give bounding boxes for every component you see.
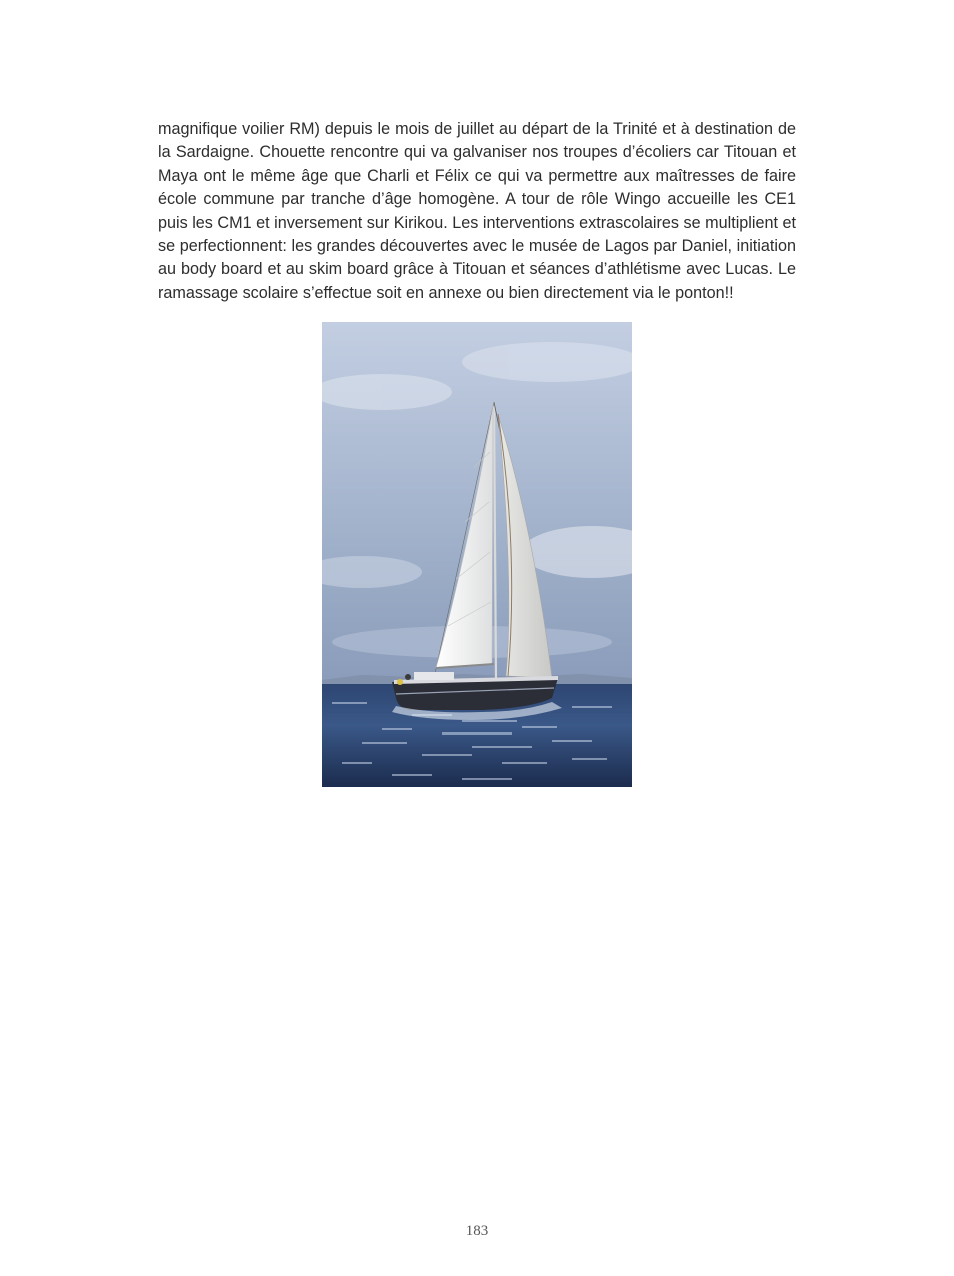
sailboat-photo bbox=[322, 322, 632, 787]
page-number: 183 bbox=[465, 1223, 489, 1239]
body-paragraph: magnifique voilier RM) depuis le mois de juillet au départ de la Trinité et à destination de la Sardaigne. Chouette rencontre qui va galvaniser nos troupes d’écoliers car Titouan et Maya ont le même âge que Charli et Félix ce qui va permettre aux maîtresses de faire école commune par tranche d’âge homogène. A tour de rôle Wingo accueille les CE1 puis les CM1 et inversement sur Kirikou. Les interventions extrascolaires se multiplient et se perfectionnent: les grandes découvertes avec le musée de Lagos par Daniel, initiation au body board et au skim board grâce à Titouan et séances d’athlétisme avec Lucas. Le ramassage scolaire s’effectue soit en annexe ou bien directement via le ponton!! bbox=[158, 120, 796, 302]
